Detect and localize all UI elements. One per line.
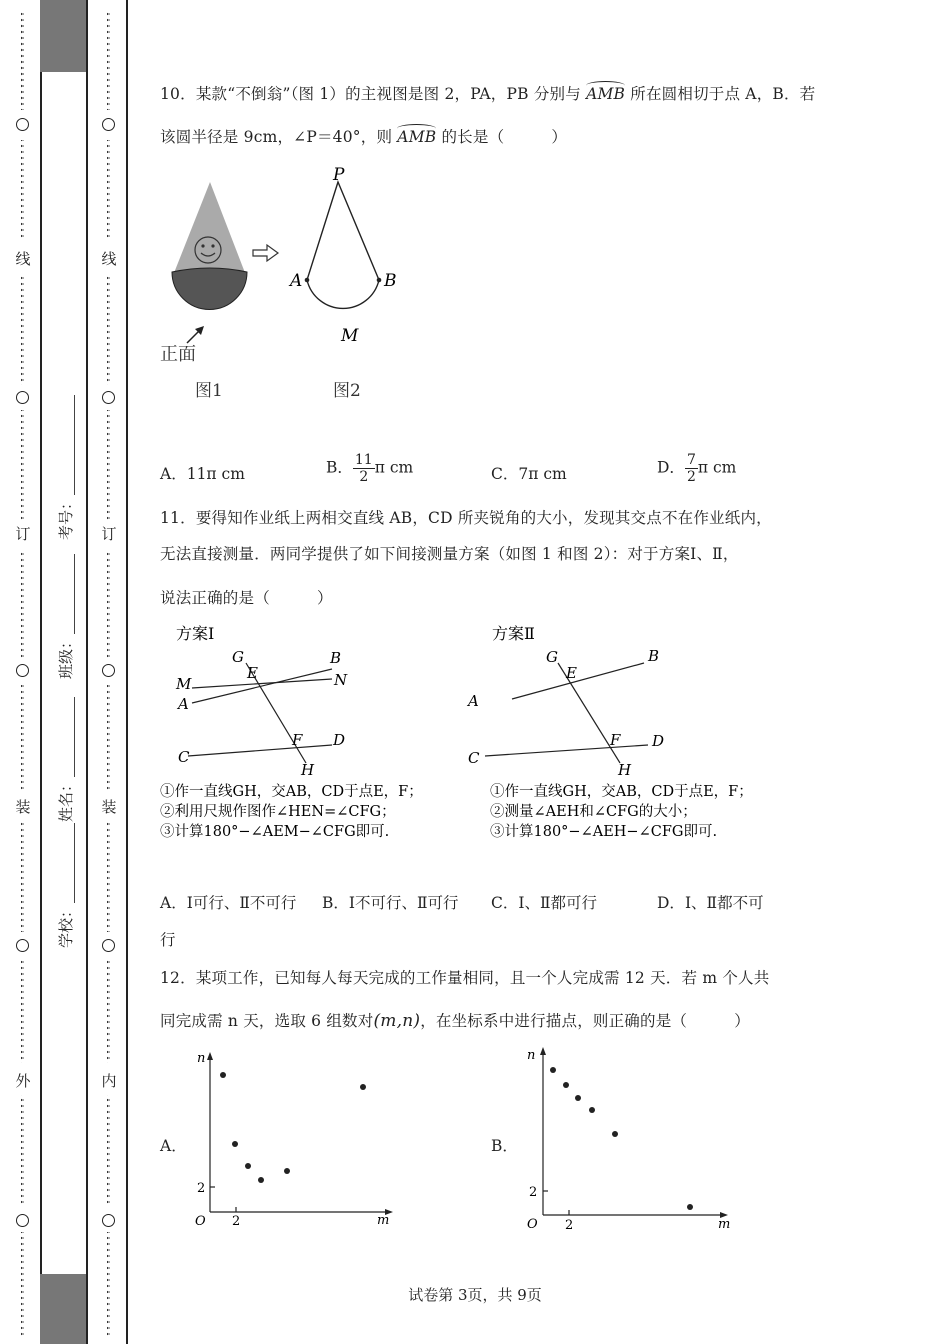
q12-graph-b <box>515 1045 735 1230</box>
svg-text:C: C <box>178 748 190 766</box>
outer-char-wai: 外 <box>15 1072 31 1090</box>
q10-figures <box>155 160 415 410</box>
svg-text:G: G <box>546 648 558 666</box>
svg-text:F: F <box>292 731 303 749</box>
margin-circle <box>102 1214 115 1227</box>
graph-a-points <box>220 1072 366 1183</box>
point-m: M <box>341 326 359 346</box>
exam-number-field[interactable]: 考号： <box>55 395 76 540</box>
q12-option-b[interactable]: B． <box>491 1137 518 1155</box>
q10-option-a[interactable]: A．11π cm <box>160 465 245 483</box>
svg-text:2: 2 <box>232 1214 241 1229</box>
margin-circle <box>16 1214 29 1227</box>
svg-text:m: m <box>718 1217 731 1230</box>
double-arrow-icon <box>253 245 278 261</box>
scheme1-step1: ①作一直线GH，交AB，CD于点E，F； <box>160 784 423 800</box>
margin-circle <box>16 664 29 677</box>
svg-text:H: H <box>618 761 632 779</box>
margin-circle <box>16 391 29 404</box>
svg-text:m: m <box>377 1213 390 1228</box>
fraction: $\frac{11}{2}$ <box>354 452 373 485</box>
svg-text:O: O <box>195 1214 206 1229</box>
svg-text:H: H <box>301 761 315 779</box>
margin-rule-middle <box>86 0 88 1344</box>
fig2-teardrop <box>305 182 382 308</box>
inner-char-zhuang: 装 <box>101 798 117 816</box>
fraction: $\frac{7}{2}$ <box>686 452 696 485</box>
fig1-tumbler <box>172 182 247 343</box>
pair-mn: (m,n) <box>373 1011 421 1031</box>
outer-char-ding: 订 <box>15 525 31 543</box>
svg-text:2: 2 <box>197 1181 206 1196</box>
margin-band-top <box>40 0 86 72</box>
scheme2-step2: ②测量∠AEH和∠CFG的大小； <box>490 804 697 820</box>
svg-text:2: 2 <box>565 1218 574 1230</box>
school-field[interactable]: 学校： <box>55 823 76 948</box>
q11-line1: 11．要得知作业纸上两相交直线 AB，CD 所夹锐角的大小，发现其交点不在作业纸内， <box>160 509 772 527</box>
fig1-caption: 图1 <box>195 381 223 401</box>
q11-figures <box>160 615 800 850</box>
inner-char-line: 线 <box>101 250 117 268</box>
fig2-caption: 图2 <box>333 381 361 401</box>
point-a: A <box>290 271 303 291</box>
point-b: B <box>384 271 397 291</box>
q10-option-b[interactable]: B． $\frac{11}{2}$ π cm <box>326 452 414 485</box>
svg-text:G: G <box>232 648 244 666</box>
svg-text:C: C <box>468 749 480 767</box>
svg-text:2: 2 <box>529 1185 538 1200</box>
q11-option-d-wrap: 行 <box>160 931 176 949</box>
graph-b-points <box>550 1067 693 1210</box>
margin-rule-right <box>126 0 128 1344</box>
q12-graph-a <box>185 1050 395 1230</box>
q11-option-a[interactable]: A．Ⅰ可行、Ⅱ不可行 <box>160 894 297 912</box>
arc-amb: AMB <box>397 128 437 146</box>
name-field[interactable]: 姓名： <box>55 697 76 822</box>
inner-char-nei: 内 <box>101 1072 117 1090</box>
outer-char-line: 线 <box>15 250 31 268</box>
arc-amb: AMB <box>586 85 626 103</box>
point-p: P <box>333 165 345 185</box>
scheme2-step3: ③计算180°−∠AEH−∠CFG即可. <box>490 824 718 840</box>
q11-option-c[interactable]: C．Ⅰ、Ⅱ都可行 <box>491 894 598 912</box>
q12-option-a[interactable]: A． <box>160 1137 187 1155</box>
q12-line1: 12．某项工作，已知每人每天完成的工作量相同，且一个人完成需 12 天．若 m 个人共 <box>160 969 770 987</box>
svg-text:E: E <box>566 664 577 682</box>
scheme2-step1: ①作一直线GH，交AB，CD于点E，F； <box>490 784 753 800</box>
svg-text:A: A <box>178 695 189 713</box>
svg-text:O: O <box>527 1217 538 1230</box>
q11-line3: 说法正确的是（ ） <box>160 589 333 607</box>
margin-circle <box>102 118 115 131</box>
margin-circle <box>16 118 29 131</box>
scheme1-title: 方案Ⅰ <box>176 624 215 643</box>
svg-text:D: D <box>333 731 346 749</box>
margin-circle <box>102 939 115 952</box>
q11-line2: 无法直接测量．两同学提供了如下间接测量方案（如图 1 和图 2）：对于方案Ⅰ、Ⅱ， <box>160 545 739 563</box>
fig1-face-label: 正面 <box>160 344 196 365</box>
svg-text:n: n <box>197 1051 206 1066</box>
outer-char-zhuang: 装 <box>15 798 31 816</box>
q10-line1: 10．某款“不倒翁”（图 1）的主视图是图 2，PA，PB 分别与 AMB 所在圆相切于点 A，B．若 <box>160 85 816 103</box>
scheme1-step3: ③计算180°−∠AEM−∠CFG即可. <box>160 824 390 840</box>
q10-line2: 该圆半径是 9cm，∠P＝40°，则 AMB 的长是（ ） <box>160 128 568 146</box>
q11-option-d[interactable]: D．Ⅰ、Ⅱ都不可 <box>657 894 764 912</box>
svg-text:B: B <box>648 647 660 665</box>
svg-text:D: D <box>652 732 665 750</box>
q12-line2: 同完成需 n 天，选取 6 组数对(m,n)，在坐标系中进行描点，则正确的是（ ） <box>160 1011 750 1031</box>
svg-text:n: n <box>527 1048 536 1063</box>
scheme1-step2: ②利用尺规作图作∠HEN=∠CFG； <box>160 804 396 820</box>
svg-text:B: B <box>330 649 342 667</box>
page-footer: 试卷第 3页，共 9页 <box>408 1286 542 1304</box>
q11-option-b[interactable]: B．Ⅰ不可行、Ⅱ可行 <box>322 894 459 912</box>
svg-text:F: F <box>610 731 621 749</box>
margin-rule-left <box>40 0 42 1344</box>
scheme1-lines <box>188 663 332 763</box>
svg-text:N: N <box>334 671 348 689</box>
svg-text:A: A <box>468 692 479 710</box>
scheme2-title: 方案Ⅱ <box>492 624 535 643</box>
margin-circle <box>102 664 115 677</box>
q10-option-c[interactable]: C．7π cm <box>491 465 567 483</box>
svg-text:E: E <box>247 664 258 682</box>
svg-text:M: M <box>176 675 192 693</box>
q10-option-d[interactable]: D． $\frac{7}{2}$ π cm <box>657 452 737 485</box>
margin-circle <box>102 391 115 404</box>
margin-circle <box>16 939 29 952</box>
class-field[interactable]: 班级： <box>55 554 76 679</box>
inner-char-ding: 订 <box>101 525 117 543</box>
